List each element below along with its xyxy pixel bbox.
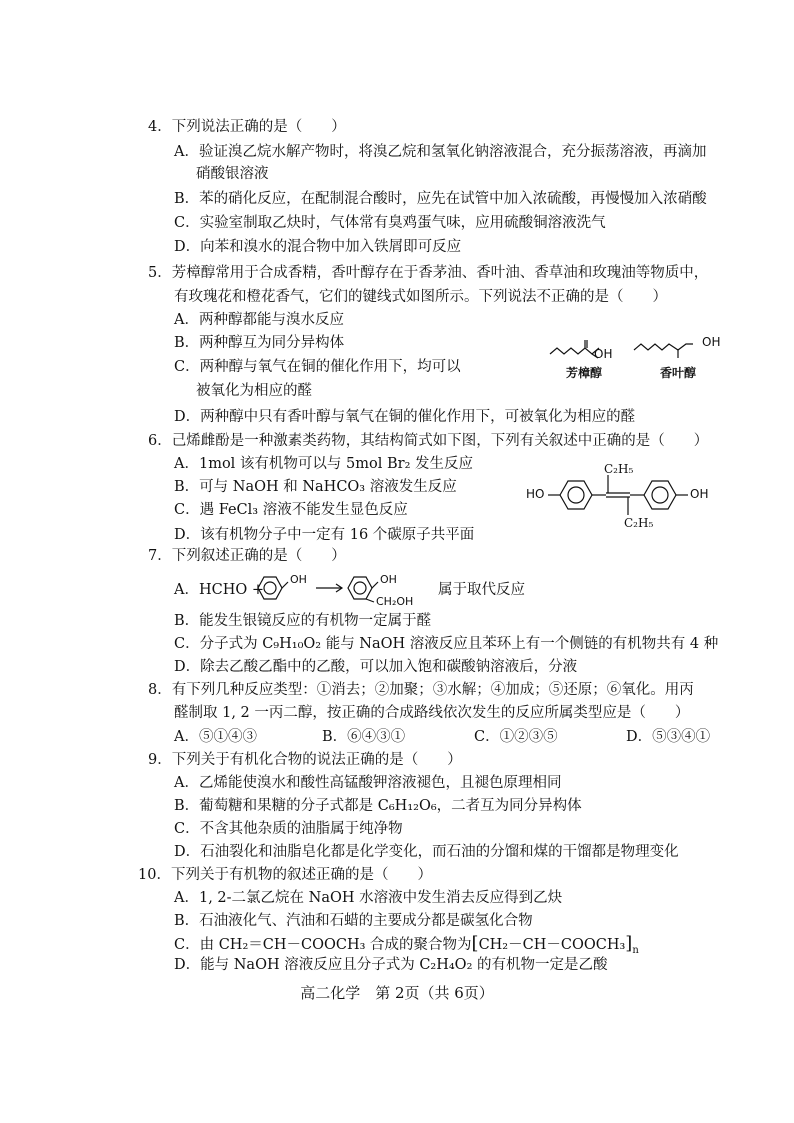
q9-option-c: C．不含其他杂质的油脂属于纯净物 [174, 821, 403, 837]
poly-bracket-left: [ [471, 933, 479, 954]
q6-option-a: A．1mol 该有机物可以与 5mol Br₂ 发生反应 [174, 456, 473, 472]
q4-option-a-cont: 硝酸银溶液 [196, 166, 269, 182]
q10-stem: 10．下列关于有机物的叙述正确的是（ ） [138, 867, 432, 883]
q8-stem-1: 8．有下列几种反应类型：①消去；②加聚；③水解；④加成；⑤还原；⑥氧化。用丙 [148, 682, 694, 698]
oh-label: OH [690, 487, 709, 501]
poly-n: n [632, 944, 639, 956]
q8-option-a: A．⑤①④③ [174, 729, 257, 745]
ethyl-bottom-label: C₂H₅ [624, 516, 654, 530]
q6-option-c: C．遇 FeCl₃ 溶液不能发生显色反应 [174, 502, 408, 518]
q7-stem: 7．下列叙述正确的是（ ） [148, 548, 346, 564]
product-ring [348, 577, 372, 599]
q4-option-a: A．验证溴乙烷水解产物时，将溴乙烷和氢氧化钠溶液混合，充分振荡溶液，再滴加 [174, 144, 707, 160]
geraniol-skeleton [634, 344, 693, 358]
q7-option-c: C．分子式为 C₉H₁₀O₂ 能与 NaOH 溶液反应且苯环上有一个侧链的有机物共有 4 种 [174, 636, 719, 652]
q5-stem-1: 5．芳樟醇常用于合成香精，香叶醇存在于香茅油、香叶油、香草油和玫瑰油等物质中， [148, 265, 709, 281]
linalool-oh-label: OH [594, 347, 613, 361]
q8-option-c: C．①②③⑤ [474, 729, 558, 745]
geraniol-oh-label: OH [702, 335, 721, 349]
q5-stem-2: 有玫瑰花和橙花香气，它们的键线式如图所示。下列说法不正确的是（ ） [174, 289, 667, 305]
q10-option-c [174, 935, 639, 954]
q9-option-b: B．葡萄糖和果糖的分子式都是 C₆H₁₂O₆，二者互为同分异构体 [174, 798, 582, 814]
q10-polymer: CH₂－CH－COOCH₃ [478, 937, 626, 953]
q10-option-b: B．石油液化气、汽油和石蜡的主要成分都是碳氢化合物 [174, 913, 533, 929]
phenol-oh-label: OH [290, 573, 307, 586]
linalool-skeleton [550, 340, 599, 358]
q9-stem: 9．下列关于有机化合物的说法正确的是（ ） [148, 752, 462, 768]
q10-option-a: A．1, 2-二氯乙烷在 NaOH 水溶液中发生消去反应得到乙炔 [174, 890, 563, 906]
q6-stem: 6．己烯雌酚是一种激素类药物，其结构简式如下图，下列有关叙述中正确的是（ ） [148, 433, 709, 449]
product-ch2oh-label: CH₂OH [376, 595, 414, 608]
q10-option-d: D．能与 NaOH 溶液反应且分子式为 C₂H₄O₂ 的有机物一定是乙酸 [174, 957, 608, 973]
ho-label: HO [526, 487, 545, 501]
q6-option-d: D．该有机物分子中一定有 16 个碳原子共平面 [174, 527, 475, 543]
q9-option-a: A．乙烯能使溴水和酸性高锰酸钾溶液褪色，且褪色原理相同 [174, 775, 562, 791]
linalool-label: 芳樟醇 [566, 366, 603, 380]
phenol-ring [258, 577, 282, 599]
benzene-ring-right [644, 481, 676, 509]
q4-option-b: B．苯的硝化反应，在配制混合酸时，应先在试管中加入浓硫酸，再慢慢加入浓硝酸 [174, 191, 707, 207]
q8-option-b: B．⑥④③① [322, 729, 406, 745]
q8-option-d: D．⑤③④① [626, 729, 711, 745]
q6-option-b: B．可与 NaOH 和 NaHCO₃ 溶液发生反应 [174, 479, 457, 495]
q9-option-d: D．石油裂化和油脂皂化都是化学变化，而石油的分馏和煤的干馏都是物理变化 [174, 844, 679, 860]
poly-bracket-right: ] [625, 933, 633, 954]
q4-option-d: D．向苯和溴水的混合物中加入铁屑即可反应 [174, 239, 462, 255]
q4-stem: 4．下列说法正确的是（ ） [148, 119, 346, 135]
ethyl-top-label: C₂H₅ [604, 462, 634, 476]
q5-option-a: A．两种醇都能与溴水反应 [174, 312, 344, 328]
product-oh-label: OH [380, 573, 397, 586]
q8-stem-2: 醛制取 1, 2 一丙二醇，按正确的合成路线依次发生的反应所属类型应是（ ） [174, 705, 690, 721]
q7-option-a-suffix: 属于取代反应 [438, 582, 525, 598]
q10-option-c-text: C．由 CH₂＝CH－COOCH₃ 合成的聚合物为 [174, 937, 472, 953]
q5-option-c: C．两种醇与氧气在铜的催化作用下，均可以 [174, 359, 461, 375]
q7-option-a-prefix: A．HCHO + [174, 582, 265, 598]
q7-option-b: B．能发生银镜反应的有机物一定属于醛 [174, 613, 432, 629]
q7-option-d: D．除去乙酸乙酯中的乙酸，可以加入饱和碳酸钠溶液后，分液 [174, 659, 578, 675]
geraniol-label: 香叶醇 [660, 366, 697, 380]
benzene-ring-left [560, 481, 592, 509]
page-footer: 高二化学 第 2页（共 6页） [300, 984, 494, 1002]
q5-option-d: D．两种醇中只有香叶醇与氧气在铜的催化作用下，可被氧化为相应的醛 [174, 409, 636, 425]
q5-option-c-cont: 被氧化为相应的醛 [196, 383, 312, 399]
q4-option-c: C．实验室制取乙炔时，气体常有臭鸡蛋气味，应用硫酸铜溶液洗气 [174, 215, 606, 231]
q5-option-b: B．两种醇互为同分异构体 [174, 335, 345, 351]
